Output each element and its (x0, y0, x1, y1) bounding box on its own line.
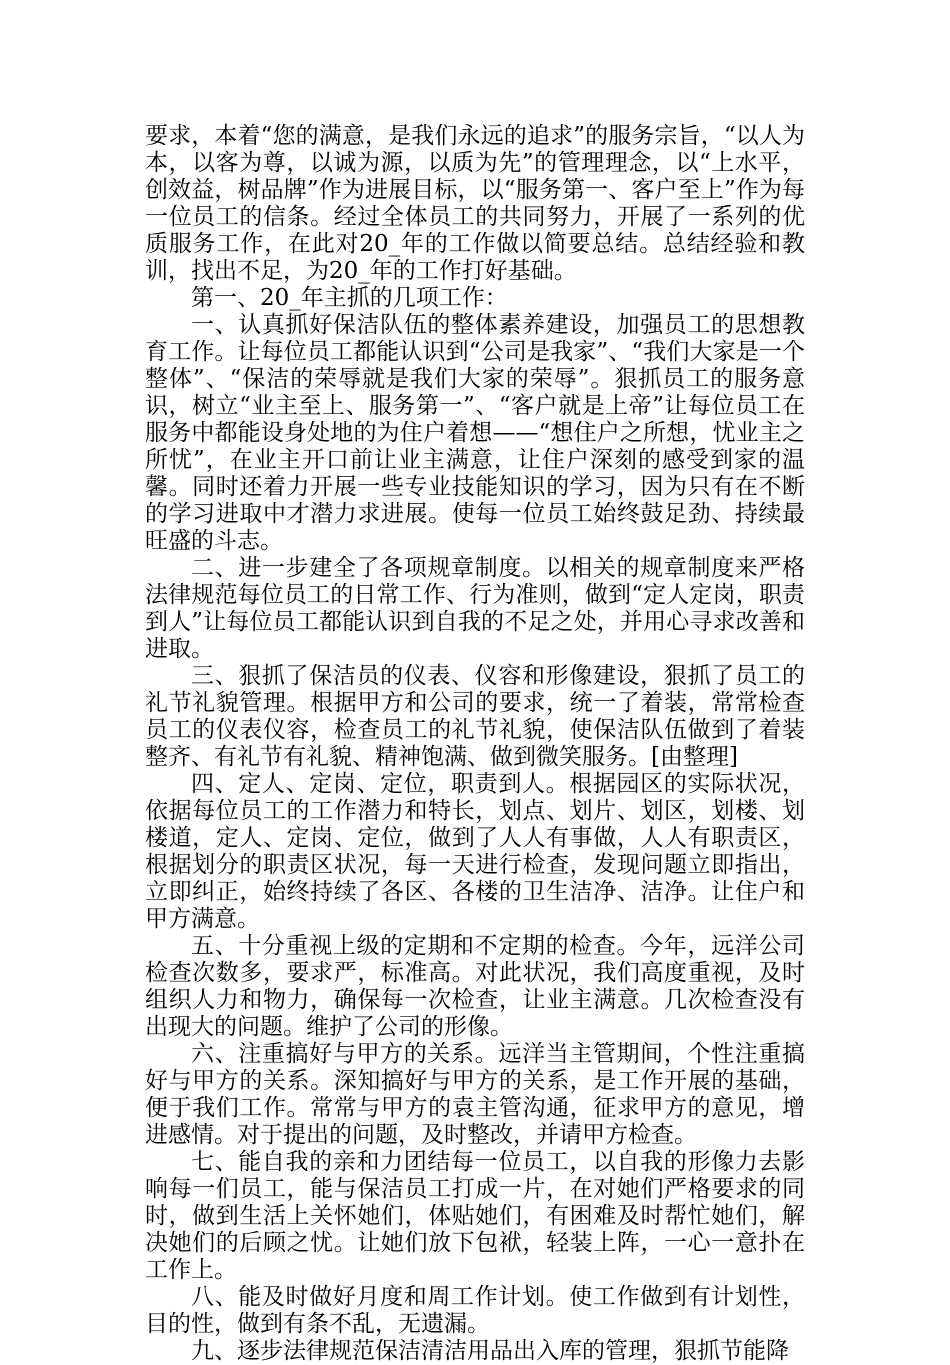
paragraph-item-8: 八、能及时做好月度和周工作计划。使工作做到有计划性，目的性，做到有条不乱，无遗漏。 (145, 1284, 805, 1337)
paragraph-item-2: 二、进一步建全了各项规章制度。以相关的规章制度来严格法律规范每位员工的日常工作、行为准则，做到“定人定岗，职责到人”让每位员工都能认识到自我的不足之处，并用心寻求改善和进取。 (145, 555, 805, 662)
paragraph-item-6: 六、注重搞好与甲方的关系。远洋当主管期间，个性注重搞好与甲方的关系。深知搞好与甲方的关系，是工作开展的基础，便于我们工作。常常与甲方的袁主管沟通，征求甲方的意见，增进感情。对于提出的问题，及时整改，并请甲方检查。 (145, 1041, 805, 1148)
document-page (145, 123, 805, 1365)
paragraph-item-4: 四、定人、定岗、定位，职责到人。根据园区的实际状况，依据每位员工的工作潜力和特长，划点、划片、划区，划楼、划楼道，定人、定岗、定位，做到了人人有事做，人人有职责区，根据划分的职责区状况，每一天进行检查，发现问题立即指出，立即纠正，始终持续了各区、各楼的卫生洁净、洁净。让住户和甲方满意。 (145, 771, 805, 932)
paragraph-intro: 要求，本着“您的满意，是我们永远的追求”的服务宗旨，“以人为本，以客为尊，以诚为源，以质为先”的管理理念，以“上水平，创效益，树品牌”作为进展目标，以“服务第一、客户至上”作为每一位员工的信条。经过全体员工的共同努力，开展了一系列的优质服务工作，在此对20_年的工作做以简要总结。总结经验和教训，找出不足，为20_年的工作打好基础。 (145, 123, 805, 284)
paragraph-item-5: 五、十分重视上级的定期和不定期的检查。今年，远洋公司检查次数多，要求严，标准高。对此状况，我们高度重视，及时组织人力和物力，确保每一次检查，让业主满意。几次检查没有出现大的问题。维护了公司的形像。 (145, 933, 805, 1040)
section-heading: 第一、20_年主抓的几项工作： (191, 285, 508, 311)
paragraph-item-3: 三、狠抓了保洁员的仪表、仪容和形像建设，狠抓了员工的礼节礼貌管理。根据甲方和公司的要求，统一了着装，常常检查员工的仪表仪容，检查员工的礼节礼貌，使保洁队伍做到了着装整齐、有礼节有礼貌、精神饱满、做到微笑服务。[由整理] (145, 663, 805, 770)
paragraph-item-7: 七、能自我的亲和力团结每一位员工，以自我的形像力去影响每一们员工，能与保洁员工打成一片，在对她们严格要求的同时，做到生活上关怀她们，体贴她们，有困难及时帮忙她们，解决她们的后顾之忧。让她们放下包袱，轻装上阵，一心一意扑在工作上。 (145, 1149, 805, 1283)
paragraph-item-1: 一、认真抓好保洁队伍的整体素养建设，加强员工的思想教育工作。让每位员工都能认识到“公司是我家”、“我们大家是一个整体”、“保洁的荣辱就是我们大家的荣辱”。狠抓员工的服务意识，树立“业主至上、服务第一”、“客户就是上帝”让每位员工在服务中都能设身处地的为住户着想——“想住户之所想，忧业主之所忧”，在业主开口前让业主满意，让住户深刻的感受到家的温馨。同时还着力开展一些专业技能知识的学习，因为只有在不断的学习进取中才潜力求进展。使每一位员工始终鼓足劲、持续最旺盛的斗志。 (145, 312, 805, 554)
paragraph-item-9: 九、逐步法律规范保洁清洁用品出入库的管理，狠抓节能降 (191, 1338, 789, 1364)
